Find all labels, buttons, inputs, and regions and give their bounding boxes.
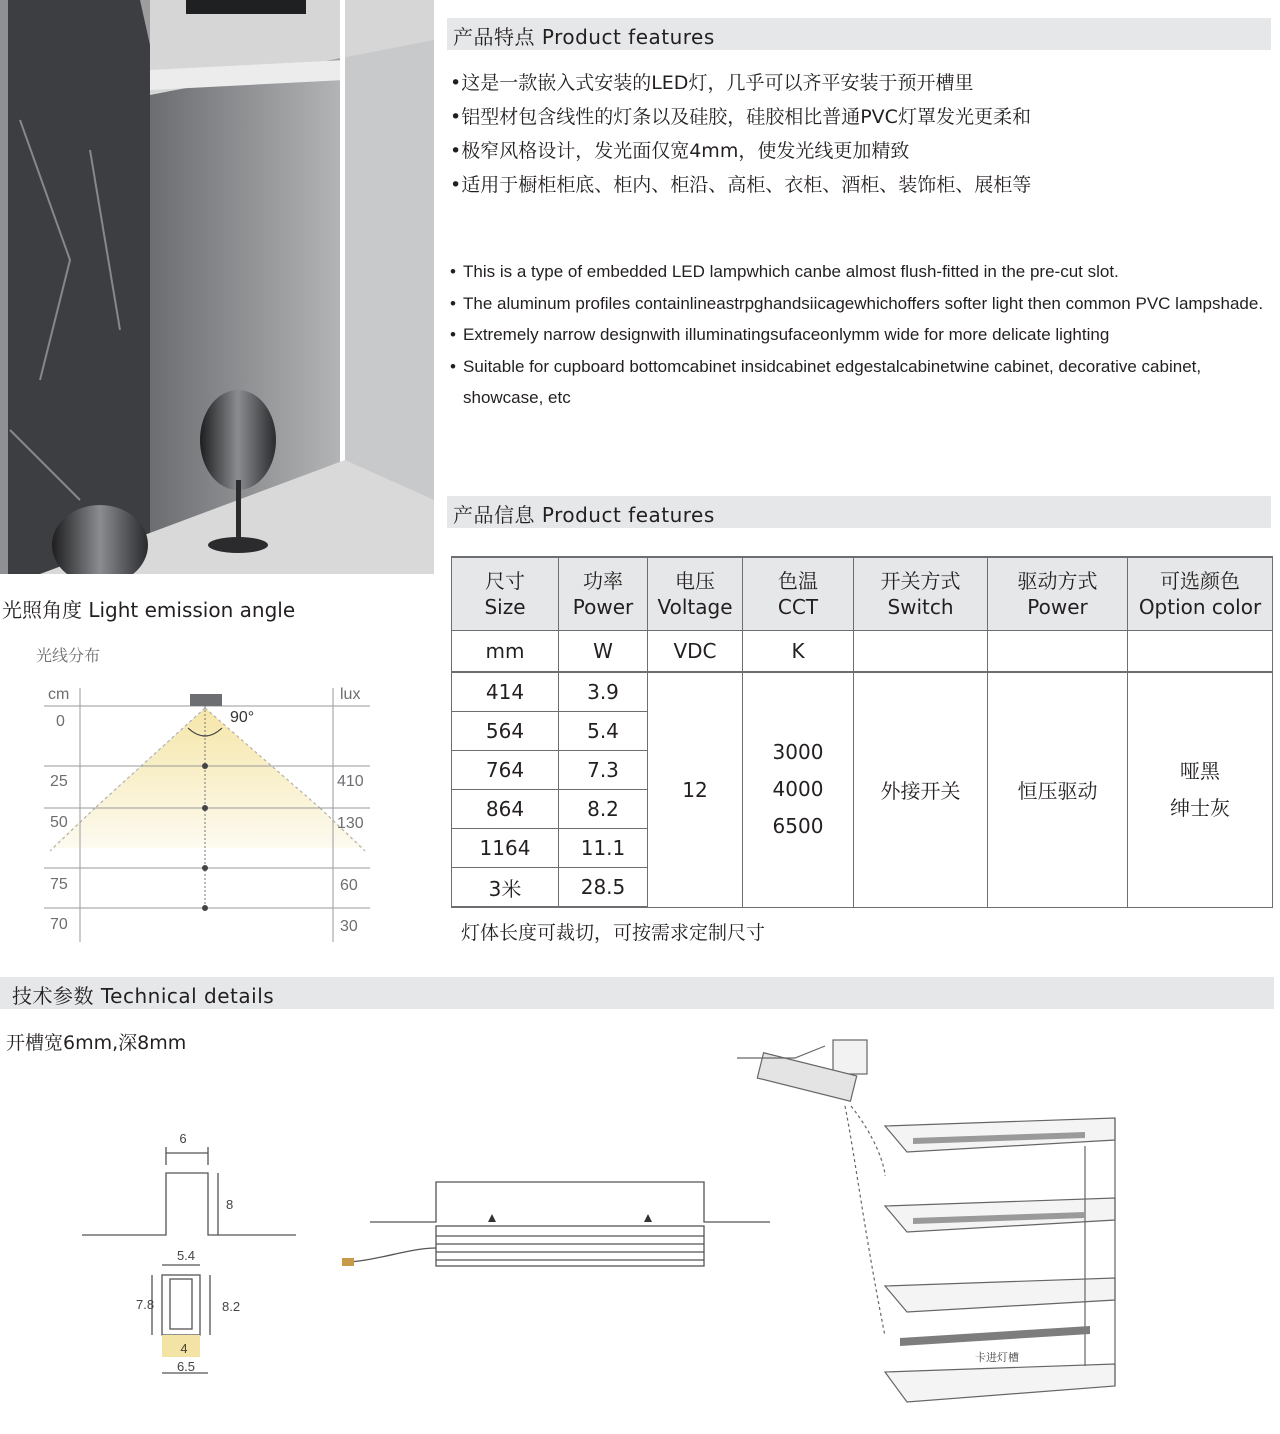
unit-cct: K (743, 631, 854, 673)
features-title: 产品特点 Product features (453, 25, 715, 49)
angle-title: 光照角度 Light emission angle (2, 598, 296, 622)
size-cell: 764 (452, 751, 559, 790)
features-title-bar (447, 18, 1271, 50)
depth-label: 70 (50, 916, 68, 933)
power-cell: 7.3 (559, 751, 648, 790)
header-voltage: 电压 Voltage (648, 557, 743, 631)
dim-label: 6.5 (176, 1359, 196, 1374)
features-cn-list (450, 66, 1031, 202)
lux-label: 30 (340, 918, 358, 935)
product-photo (0, 0, 434, 574)
unit-right-label: lux (340, 686, 361, 703)
slot-spec: 开槽宽6mm,深8mm (6, 1032, 187, 1054)
light-distribution-diagram (0, 636, 440, 956)
header-cct: 色温 CCT (743, 557, 854, 631)
list-item: • The aluminum profiles containlineastrpghandsiicagewhichoffers softer light then common PVC lampshade. (450, 288, 1265, 320)
size-cell: 3米 (452, 868, 559, 908)
voltage-cell: 12 (648, 672, 743, 907)
info-title: 产品信息 Product features (453, 503, 715, 527)
dim-label: 5.4 (176, 1248, 196, 1263)
power-cell: 11.1 (559, 829, 648, 868)
unit-driver (988, 631, 1128, 673)
unit-switch (854, 631, 988, 673)
unit-size: mm (452, 631, 559, 673)
depth-label: 0 (56, 713, 65, 730)
list-item: •极窄风格设计，发光面仅宽4mm，使发光线更加精致 (450, 140, 910, 162)
size-cell: 1164 (452, 829, 559, 868)
driver-cell: 恒压驱动 (988, 672, 1128, 907)
depth-label: 50 (50, 814, 68, 831)
depth-label: 75 (50, 876, 68, 893)
chart-title: 光线分布 (36, 648, 101, 665)
header-size: 尺寸 Size (452, 557, 559, 631)
dim-label: 8.2 (222, 1299, 241, 1314)
spec-table (451, 556, 1273, 908)
list-item: • This is a type of embedded LED lampwhich canbe almost flush-fitted in the pre-cut slot. (450, 256, 1265, 288)
color-cell: 哑黑 绅士灰 (1128, 672, 1273, 907)
power-cell: 8.2 (559, 790, 648, 829)
tech-title: 技术参数 Technical details (12, 984, 275, 1008)
switch-cell: 外接开关 (854, 672, 988, 907)
profile-section-drawing (80, 1125, 310, 1380)
tech-title-bar (0, 977, 1274, 1009)
info-title-bar (447, 496, 1271, 528)
size-cell: 564 (452, 712, 559, 751)
length-note: 灯体长度可裁切，可按需求定制尺寸 (461, 922, 766, 944)
list-item: •适用于橱柜柜底、柜内、柜沿、高柜、衣柜、酒柜、装饰柜、展柜等 (450, 174, 1032, 196)
features-en-list (450, 256, 1265, 414)
lux-label: 60 (340, 877, 358, 894)
recessed-install-drawing (340, 1170, 780, 1280)
header-driver: 驱动方式 Power (988, 557, 1128, 631)
power-cell: 5.4 (559, 712, 648, 751)
lux-label: 410 (337, 773, 364, 790)
lux-label: 130 (337, 815, 364, 832)
list-item: •铝型材包含线性的灯条以及硅胶，硅胶相比普通PVC灯罩发光更柔和 (450, 106, 1031, 128)
size-cell: 864 (452, 790, 559, 829)
size-cell: 414 (452, 672, 559, 712)
header-power: 功率 Power (559, 557, 648, 631)
power-cell: 28.5 (559, 868, 648, 908)
dim-label: 8 (226, 1197, 234, 1212)
header-color: 可选颜色 Option color (1128, 557, 1273, 631)
unit-voltage: VDC (648, 631, 743, 673)
unit-left-label: cm (48, 686, 70, 703)
depth-label: 25 (50, 773, 68, 790)
dim-label: 4 (180, 1341, 188, 1356)
angle-label: 90° (230, 709, 255, 726)
cabinet-install-drawing (735, 1036, 1135, 1422)
dim-label: 6 (179, 1131, 187, 1146)
header-switch: 开关方式 Switch (854, 557, 988, 631)
cct-cell: 3000 4000 6500 (743, 672, 854, 907)
list-item: • Extremely narrow designwith illuminatingsufaceonlymm wide for more delicate lighting (450, 319, 1265, 351)
unit-power: W (559, 631, 648, 673)
unit-color (1128, 631, 1273, 673)
list-item: • Suitable for cupboard bottomcabinet insidcabinet edgestalcabinetwine cabinet, decorative cabinet, showcase, etc (450, 351, 1265, 414)
install-label: 卡进灯槽 (975, 1352, 1019, 1364)
list-item: •这是一款嵌入式安装的LED灯，几乎可以齐平安装于预开槽里 (450, 72, 974, 94)
dim-label: 7.8 (136, 1297, 155, 1312)
power-cell: 3.9 (559, 672, 648, 712)
